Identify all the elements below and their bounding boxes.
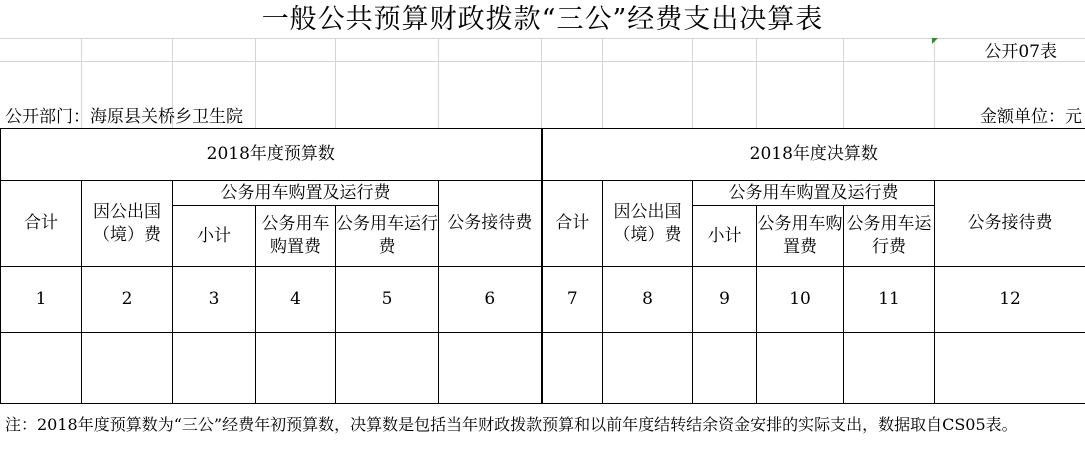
data-cell[interactable] (693, 333, 757, 404)
column-number: 10 (757, 267, 844, 333)
column-number: 8 (603, 267, 693, 333)
unit-label: 金额单位：元 (980, 107, 1082, 127)
data-cell[interactable] (542, 333, 603, 404)
header-vehicle-group: 公务用车购置及运行费 (173, 181, 439, 206)
cell-comment-marker (932, 38, 938, 44)
header-vehicle-operation: 公务用车运行费 (336, 206, 439, 267)
footnote: 注：2018年度预算数为“三公”经费年初预算数，决算数是包括当年财政拨款预算和以前年度结转结余资金安排的实际支出，数据取自CS05表。 (5, 415, 1018, 434)
header-abroad: 因公出国（境）费 (82, 181, 173, 267)
data-cell[interactable] (336, 333, 439, 404)
data-cell[interactable] (439, 333, 542, 404)
data-cell[interactable] (757, 333, 844, 404)
header-total: 合计 (1, 181, 82, 267)
header-vehicle-operation: 公务用车运行费 (844, 206, 935, 267)
column-number: 1 (1, 267, 82, 333)
data-cell[interactable] (844, 333, 935, 404)
page-title: 一般公共预算财政拨款“三公”经费支出决算表 (261, 4, 824, 35)
gridline (0, 38, 1085, 39)
header-reception: 公务接待费 (439, 181, 542, 267)
header-reception: 公务接待费 (935, 181, 1085, 267)
gridline (934, 38, 935, 128)
header-abroad: 因公出国（境）费 (603, 181, 693, 267)
data-cell[interactable] (173, 333, 256, 404)
gridline (692, 38, 693, 128)
column-number: 3 (173, 267, 256, 333)
data-cell[interactable] (1, 333, 82, 404)
gridline (756, 38, 757, 128)
data-cell[interactable] (935, 333, 1085, 404)
column-number: 12 (935, 267, 1085, 333)
data-cell[interactable] (82, 333, 173, 404)
gridline (438, 38, 439, 128)
gridline (0, 61, 1085, 62)
gridline (255, 38, 256, 128)
column-number: 6 (439, 267, 542, 333)
header-vehicle-purchase: 公务用车购置费 (757, 206, 844, 267)
expense-table (0, 128, 1085, 404)
header-subtotal: 小计 (173, 206, 256, 267)
header-total: 合计 (542, 181, 603, 267)
column-number: 5 (336, 267, 439, 333)
header-vehicle-purchase: 公务用车购置费 (256, 206, 336, 267)
data-cell[interactable] (256, 333, 336, 404)
form-number: 公开07表 (984, 42, 1057, 62)
gridline (335, 38, 336, 128)
data-cell[interactable] (603, 333, 693, 404)
column-number: 7 (542, 267, 603, 333)
gridline (843, 38, 844, 128)
column-number: 11 (844, 267, 935, 333)
gridline (541, 38, 542, 128)
budget-group-header: 2018年度预算数 (1, 129, 542, 181)
column-number: 9 (693, 267, 757, 333)
header-vehicle-group: 公务用车购置及运行费 (693, 181, 935, 206)
final-group-header: 2018年度决算数 (542, 129, 1085, 181)
gridline (602, 38, 603, 128)
department-label: 公开部门：海原县关桥乡卫生院 (5, 107, 243, 127)
column-number: 4 (256, 267, 336, 333)
column-number: 2 (82, 267, 173, 333)
header-subtotal: 小计 (693, 206, 757, 267)
